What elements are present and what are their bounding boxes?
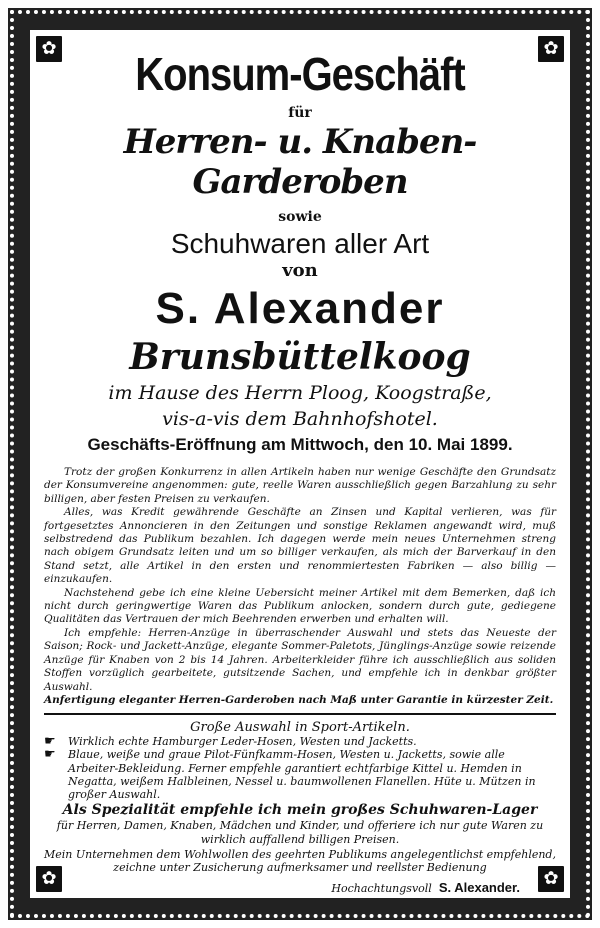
- sport-heading: Große Auswahl in Sport-Artikeln.: [190, 720, 410, 736]
- body-text: [40, 466, 560, 707]
- specialty-text: für Herren, Damen, Knaben, Mädchen und Kinder, und offeriere ich nur gute Waren zu wirklich auffallend billigen Preisen.: [56, 819, 544, 846]
- signature-name: S. Alexander.: [438, 879, 520, 895]
- list-item: ☛ Wirklich echte Hamburger Leder-Hosen, Westen und Jacketts.: [44, 733, 417, 749]
- advertisement: [40, 34, 560, 894]
- list-item: ☛ Blaue, weiße und graue Pilot-Fünfkamm-Hosen, Westen u. Jacketts, sowie alle Arbeiter-Bekleidung. Ferner empfehle garantiert echtfarbige Kittel u. Hemden in Negatta, weißem Halbleinen, Nessel u. baumwollenen Flanellen. Hüte u. Mützen in großer Auswahl.: [44, 747, 536, 802]
- paragraph: Alles, was Kredit gewährende Geschäfte an Zinsen und Kapital verlieren, was für fortgesetztes Annoncieren in den Zeitungen und sonstige Reklamen angewandt wird, muß selbstredend das Publikum bezahlen. Ich dagegen werde mein neues Unternehmen streng nach obigem Grundsatz leiten und um so billiger verkaufen, als mich der Barverkauf in den Stand setzt, alle Artikel in den ersten und renommiertesten Fabriken — also billig — einzukaufen.: [44, 506, 556, 586]
- rosette-icon: ✿: [536, 34, 566, 64]
- paragraph: Ich empfehle: Herren-Anzüge in überraschender Auswahl und stets das Neueste der Saison; Rock- und Jackett-Anzüge, elegante Sommer-Paletots, Jünglings-Anzüge sowie reizende Anzüge für Knaben von 2 bis 14 Jahren. Arbeiterkleider führe ich ausschließlich aus soliden Stoffen vorzüglich gearbeitete, gutsitzende Sachen, und empfehle ich in denkbar größter Auswahl.: [44, 626, 556, 693]
- signature-prefix: Hochachtungsvoll: [331, 881, 432, 895]
- closing-text: Mein Unternehmen dem Wohlwollen des geehrten Publikums angelegentlichst empfehlend, zeichne unter Zusicherung aufmerksamer und reellster Bedienung: [44, 847, 556, 875]
- address-line-1: im Hause des Herrn Ploog, Koogstraße,: [108, 382, 492, 404]
- owner-name: S. Alexander: [155, 284, 445, 333]
- fuer-label: für: [288, 105, 312, 121]
- sowie-label: sowie: [278, 209, 322, 225]
- shop-title: Konsum-Geschäft: [135, 49, 465, 101]
- paragraph: Nachstehend gebe ich eine kleine Uebersicht meiner Artikel mit dem Bemerken, daß ich nicht durch geringwertige Waren das Publikum anlocken, sondern durch gute, gediegene Qualitäten das Vertrauen der mich Beehrenden erwerben und erhalten will.: [44, 586, 556, 626]
- pointing-hand-icon: ☛: [44, 747, 56, 763]
- rosette-icon: ✿: [34, 864, 64, 894]
- rosette-icon: ✿: [536, 864, 566, 894]
- sport-section: [40, 721, 560, 895]
- signature: [44, 881, 556, 895]
- pointing-hand-icon: ☛: [44, 733, 56, 749]
- divider: [44, 713, 556, 715]
- specialty-heading: Als Spezialität empfehle ich mein großes Schuhwaren-Lager: [62, 801, 538, 818]
- place-name: Brunsbüttelkoog: [129, 336, 471, 378]
- paragraph: Trotz der großen Konkurrenz in allen Artikeln haben nur wenige Geschäfte den Grundsatz der Konsumvereine angenommen: gute, reelle Waren ausschließlich gegen Barzahlung zu sehr billigen, aber festen Preisen zu verkaufen.: [44, 466, 556, 505]
- rosette-icon: ✿: [34, 34, 64, 64]
- opening-date: Geschäfts-Eröffnung am Mittwoch, den 10. Mai 1899.: [87, 435, 513, 454]
- address-line-2: vis-a-vis dem Bahnhofshotel.: [162, 408, 438, 430]
- schuhwaren-line: Schuhwaren aller Art: [170, 228, 430, 259]
- garderoben-line: Herren- u. Knaben-Garderoben: [123, 122, 477, 202]
- paragraph: Anfertigung eleganter Herren-Garderoben nach Maß unter Garantie in kürzester Zeit.: [44, 693, 554, 706]
- von-label: von: [282, 260, 318, 281]
